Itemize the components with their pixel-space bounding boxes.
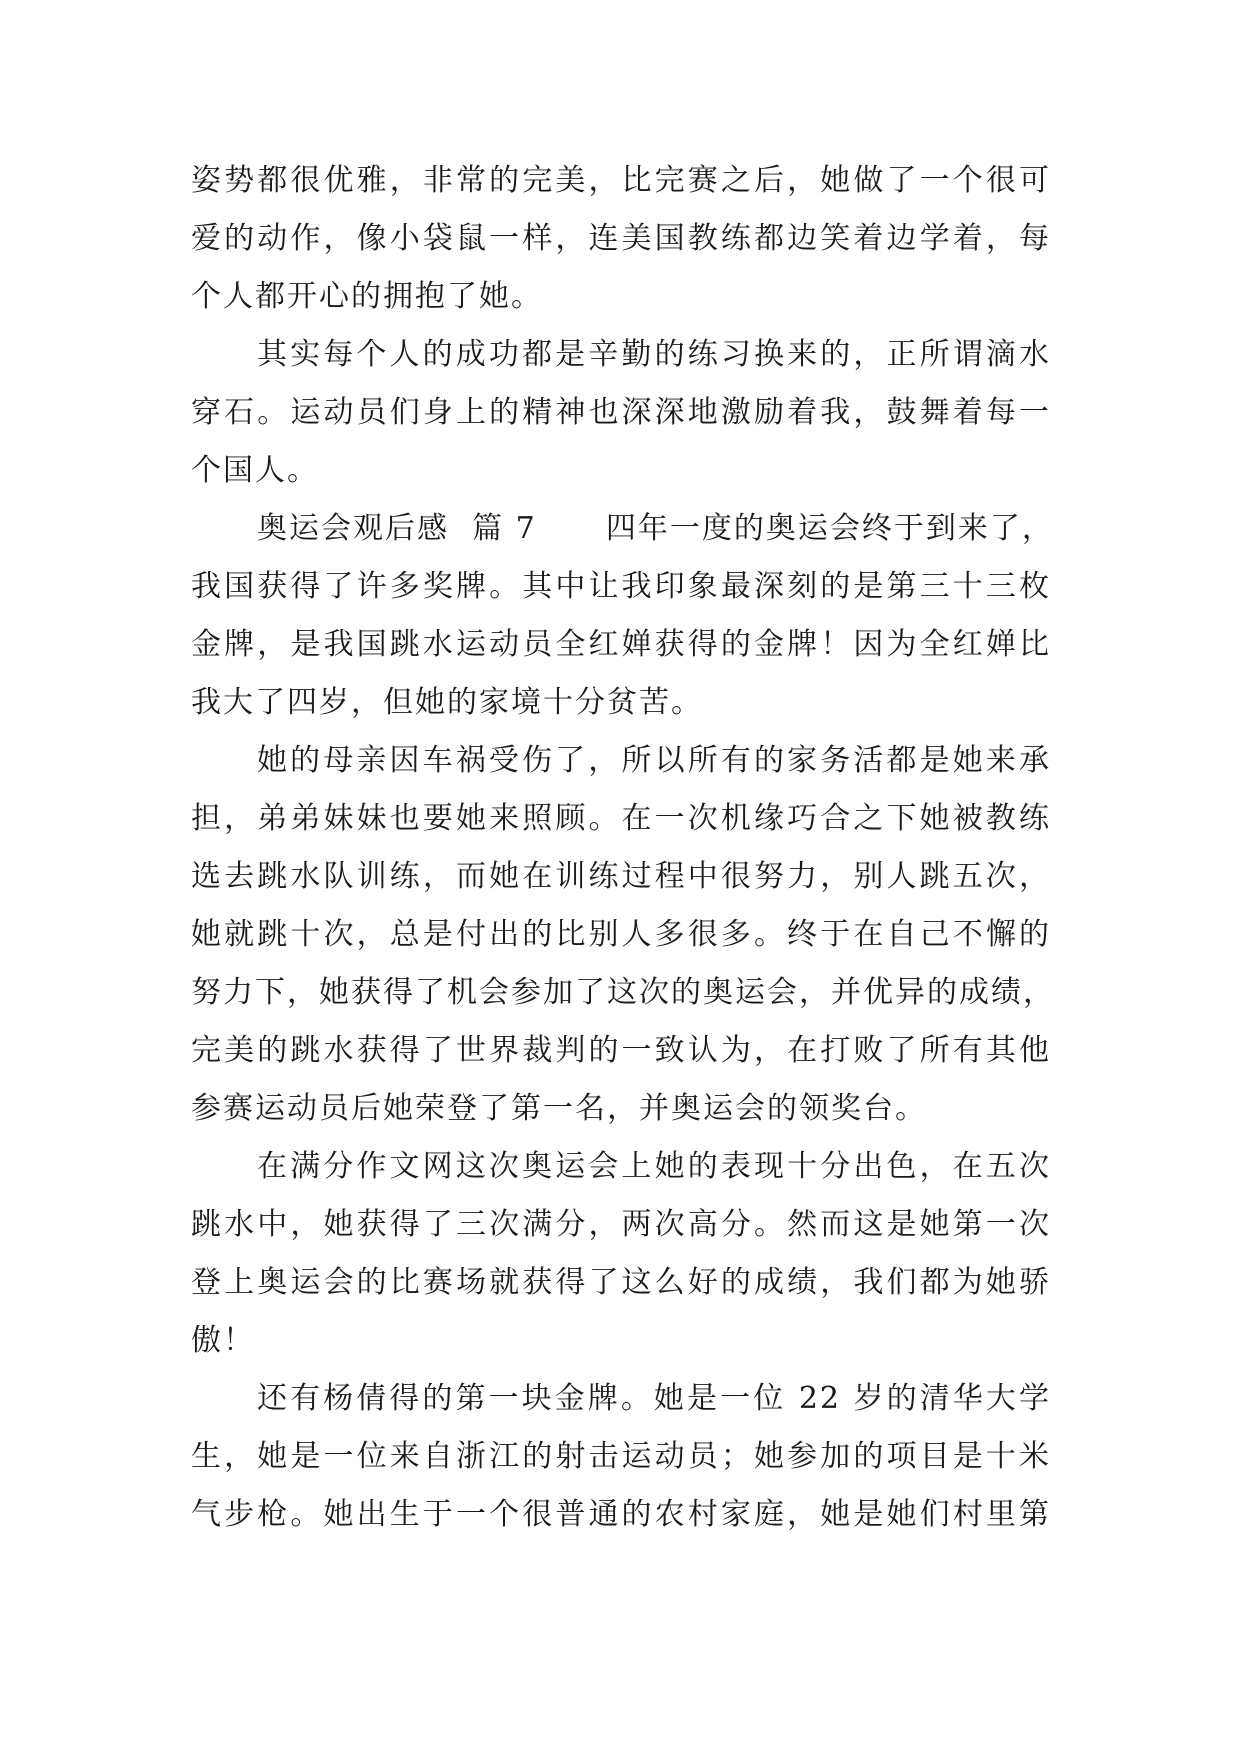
- text-line: 金牌，是我国跳水运动员全红婵获得的金牌！因为全红婵比: [191, 627, 1051, 662]
- paragraph-first-line: 还有杨倩得的第一块金牌。她是一位 22 岁的清华大学: [257, 1381, 1051, 1416]
- section-heading-line: 奥运会观后感 篇 7 四年一度的奥运会终于到来了，: [257, 511, 1054, 546]
- text-line: 傲！: [191, 1323, 255, 1358]
- text-line: 个人都开心的拥抱了她。: [191, 279, 543, 314]
- paragraph-first-line: 其实每个人的成功都是辛勤的练习换来的，正所谓滴水: [257, 337, 1051, 372]
- text-line: 跳水中，她获得了三次满分，两次高分。然而这是她第一次: [191, 1207, 1051, 1242]
- text-line: 我国获得了许多奖牌。其中让我印象最深刻的是第三十三枚: [191, 569, 1051, 604]
- text-line: 参赛运动员后她荣登了第一名，并奥运会的领奖台。: [191, 1091, 927, 1126]
- text-line: 选去跳水队训练，而她在训练过程中很努力，别人跳五次，: [191, 859, 1051, 894]
- text-line: 登上奥运会的比赛场就获得了这么好的成绩，我们都为她骄: [191, 1265, 1051, 1300]
- text-line: 个国人。: [191, 453, 319, 488]
- text-line: 穿石。运动员们身上的精神也深深地激励着我，鼓舞着每一: [191, 395, 1051, 430]
- text-line: 姿势都很优雅，非常的完美，比完赛之后，她做了一个很可: [191, 163, 1051, 198]
- text-line: 我大了四岁，但她的家境十分贫苦。: [191, 685, 703, 720]
- text-line: 完美的跳水获得了世界裁判的一致认为，在打败了所有其他: [191, 1033, 1051, 1068]
- document-body: [191, 152, 1055, 1544]
- paragraph-first-line: 她的母亲因车祸受伤了，所以所有的家务活都是她来承: [257, 743, 1051, 778]
- text-line: 生，她是一位来自浙江的射击运动员；她参加的项目是十米: [191, 1439, 1051, 1474]
- text-line: 她就跳十次，总是付出的比别人多很多。终于在自己不懈的: [191, 917, 1051, 952]
- text-line: 气步枪。她出生于一个很普通的农村家庭，她是她们村里第: [191, 1497, 1051, 1532]
- text-line: 爱的动作，像小袋鼠一样，连美国教练都边笑着边学着，每: [191, 221, 1051, 256]
- text-line: 努力下，她获得了机会参加了这次的奥运会，并优异的成绩，: [191, 975, 1055, 1010]
- text-line: 担，弟弟妹妹也要她来照顾。在一次机缘巧合之下她被教练: [191, 801, 1051, 836]
- paragraph-first-line: 在满分作文网这次奥运会上她的表现十分出色，在五次: [257, 1149, 1051, 1184]
